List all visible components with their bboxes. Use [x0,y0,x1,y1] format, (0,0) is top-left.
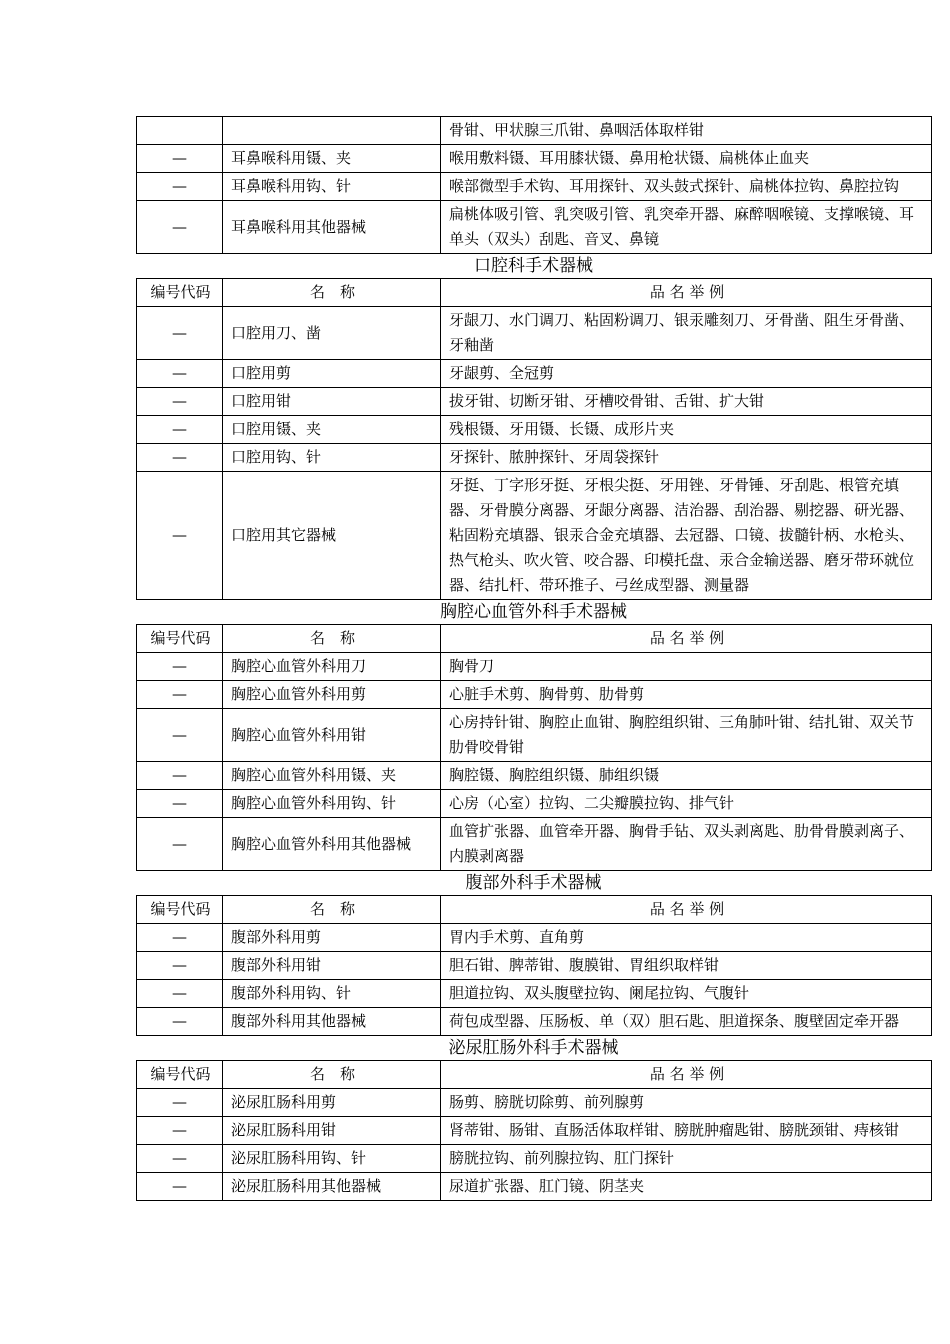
examples-cell: 肾蒂钳、肠钳、直肠活体取样钳、膀胱肿瘤匙钳、膀胱颈钳、痔核钳 [441,1117,932,1145]
examples-cell: 喉用敷料镊、耳用膝状镊、鼻用枪状镊、扁桃体止血夹 [441,145,932,173]
table-row [137,307,932,360]
code-cell: — [137,1117,223,1145]
table-header-row [137,279,932,307]
examples-cell: 残根镊、牙用镊、长镊、成形片夹 [441,416,932,444]
name-cell: 耳鼻喉科用钩、针 [223,173,441,201]
instrument-table [136,624,932,871]
header-examples: 品 名 举 例 [441,279,932,307]
name-cell: 口腔用钩、针 [223,444,441,472]
code-cell: — [137,307,223,360]
name-cell: 腹部外科用其他器械 [223,1008,441,1036]
instrument-table [136,895,932,1036]
examples-cell: 胆石钳、脾蒂钳、腹膜钳、胃组织取样钳 [441,952,932,980]
table-row [137,924,932,952]
table-row [137,790,932,818]
sections-container [136,254,931,1201]
code-cell: — [137,1089,223,1117]
header-name: 名 称 [223,625,441,653]
table-row [137,117,932,145]
examples-cell: 胸骨刀 [441,653,932,681]
examples-cell: 心房持针钳、胸腔止血钳、胸腔组织钳、三角肺叶钳、结扎钳、双关节肋骨咬骨钳 [441,709,932,762]
code-cell: — [137,360,223,388]
section-title: 腹部外科手术器械 [465,873,602,893]
examples-cell: 心脏手术剪、胸骨剪、肋骨剪 [441,681,932,709]
name-cell: 耳鼻喉科用镊、夹 [223,145,441,173]
table-row [137,201,932,254]
instrument-table [136,278,932,600]
code-cell: — [137,173,223,201]
section-title: 泌尿肛肠外科手术器械 [448,1038,619,1058]
table-row [137,145,932,173]
name-cell: 胸腔心血管外科用刀 [223,653,441,681]
header-name: 名 称 [223,279,441,307]
examples-cell: 荷包成型器、压肠板、单（双）胆石匙、胆道探条、腹壁固定牵开器 [441,1008,932,1036]
examples-cell: 扁桃体吸引管、乳突吸引管、乳突牵开器、麻醉咽喉镜、支撑喉镜、耳单头（双头）刮匙、音叉、鼻镜 [441,201,932,254]
section-title: 口腔科手术器械 [474,256,593,276]
name-cell: 口腔用钳 [223,388,441,416]
examples-cell: 牙龈刀、水门调刀、粘固粉调刀、银汞雕刻刀、牙骨凿、阻生牙骨凿、牙釉凿 [441,307,932,360]
table-row [137,472,932,600]
code-cell: — [137,980,223,1008]
header-examples: 品 名 举 例 [441,1061,932,1089]
name-cell: 口腔用其它器械 [223,472,441,600]
examples-cell: 心房（心室）拉钩、二尖瓣膜拉钩、排气针 [441,790,932,818]
name-cell: 泌尿肛肠科用剪 [223,1089,441,1117]
code-cell [137,117,223,145]
table-row [137,1173,932,1201]
name-cell: 泌尿肛肠科用其他器械 [223,1173,441,1201]
examples-cell: 骨钳、甲状腺三爪钳、鼻咽活体取样钳 [441,117,932,145]
table-row [137,762,932,790]
header-name: 名 称 [223,896,441,924]
examples-cell: 牙龈剪、全冠剪 [441,360,932,388]
name-cell: 腹部外科用钳 [223,952,441,980]
examples-cell: 牙挺、丁字形牙挺、牙根尖挺、牙用锉、牙骨锤、牙刮匙、根管充填器、牙骨膜分离器、牙龈分离器、洁治器、刮治器、剔挖器、研光器、粘固粉充填器、银汞合金充填器、去冠器、口镜、拔髓针柄、水枪头、热气枪头、吹火管、咬合器、印模托盘、汞合金输送器、磨牙带环就位器、结扎杆、带环推子、弓丝成型器、测量器 [441,472,932,600]
table-row [137,980,932,1008]
table-row [137,416,932,444]
section-title: 胸腔心血管外科手术器械 [440,602,627,622]
table-row [137,681,932,709]
ent-instruments-table [136,116,932,254]
name-cell: 胸腔心血管外科用其他器械 [223,818,441,871]
examples-cell: 胆道拉钩、双头腹壁拉钩、阑尾拉钩、气腹针 [441,980,932,1008]
name-cell: 腹部外科用剪 [223,924,441,952]
examples-cell: 拔牙钳、切断牙钳、牙槽咬骨钳、舌钳、扩大钳 [441,388,932,416]
table-row [137,818,932,871]
code-cell: — [137,924,223,952]
code-cell: — [137,444,223,472]
code-cell: — [137,1173,223,1201]
document-body [136,116,931,1201]
code-cell: — [137,681,223,709]
code-cell: — [137,201,223,254]
table-row [137,709,932,762]
table-row [137,1008,932,1036]
examples-cell: 喉部微型手术钩、耳用探针、双头鼓式探针、扁桃体拉钩、鼻腔拉钩 [441,173,932,201]
name-cell [223,117,441,145]
examples-cell: 胸腔镊、胸腔组织镊、肺组织镊 [441,762,932,790]
header-examples: 品 名 举 例 [441,625,932,653]
table-row [137,653,932,681]
table-header-row [137,625,932,653]
name-cell: 泌尿肛肠科用钳 [223,1117,441,1145]
code-cell: — [137,790,223,818]
table-row [137,444,932,472]
code-cell: — [137,952,223,980]
name-cell: 胸腔心血管外科用镊、夹 [223,762,441,790]
header-code: 编号代码 [137,1061,223,1089]
name-cell: 胸腔心血管外科用钳 [223,709,441,762]
header-code: 编号代码 [137,279,223,307]
table-row [137,952,932,980]
code-cell: — [137,416,223,444]
code-cell: — [137,818,223,871]
code-cell: — [137,709,223,762]
instrument-table [136,1060,932,1201]
header-code: 编号代码 [137,625,223,653]
examples-cell: 肠剪、膀胱切除剪、前列腺剪 [441,1089,932,1117]
code-cell: — [137,1008,223,1036]
code-cell: — [137,653,223,681]
examples-cell: 尿道扩张器、肛门镜、阴茎夹 [441,1173,932,1201]
name-cell: 腹部外科用钩、针 [223,980,441,1008]
table-row [137,388,932,416]
table-row [137,360,932,388]
examples-cell: 血管扩张器、血管牵开器、胸骨手钻、双头剥离匙、肋骨骨膜剥离子、内膜剥离器 [441,818,932,871]
name-cell: 泌尿肛肠科用钩、针 [223,1145,441,1173]
table-row [137,173,932,201]
name-cell: 口腔用剪 [223,360,441,388]
table-row [137,1089,932,1117]
name-cell: 口腔用镊、夹 [223,416,441,444]
examples-cell: 胃内手术剪、直角剪 [441,924,932,952]
header-code: 编号代码 [137,896,223,924]
code-cell: — [137,472,223,600]
name-cell: 胸腔心血管外科用剪 [223,681,441,709]
name-cell: 口腔用刀、凿 [223,307,441,360]
table-row [137,1117,932,1145]
code-cell: — [137,145,223,173]
header-examples: 品 名 举 例 [441,896,932,924]
name-cell: 胸腔心血管外科用钩、针 [223,790,441,818]
examples-cell: 膀胱拉钩、前列腺拉钩、肛门探针 [441,1145,932,1173]
code-cell: — [137,1145,223,1173]
code-cell: — [137,762,223,790]
table-header-row [137,896,932,924]
examples-cell: 牙探针、脓肿探针、牙周袋探针 [441,444,932,472]
header-name: 名 称 [223,1061,441,1089]
table-header-row [137,1061,932,1089]
name-cell: 耳鼻喉科用其他器械 [223,201,441,254]
table-row [137,1145,932,1173]
code-cell: — [137,388,223,416]
